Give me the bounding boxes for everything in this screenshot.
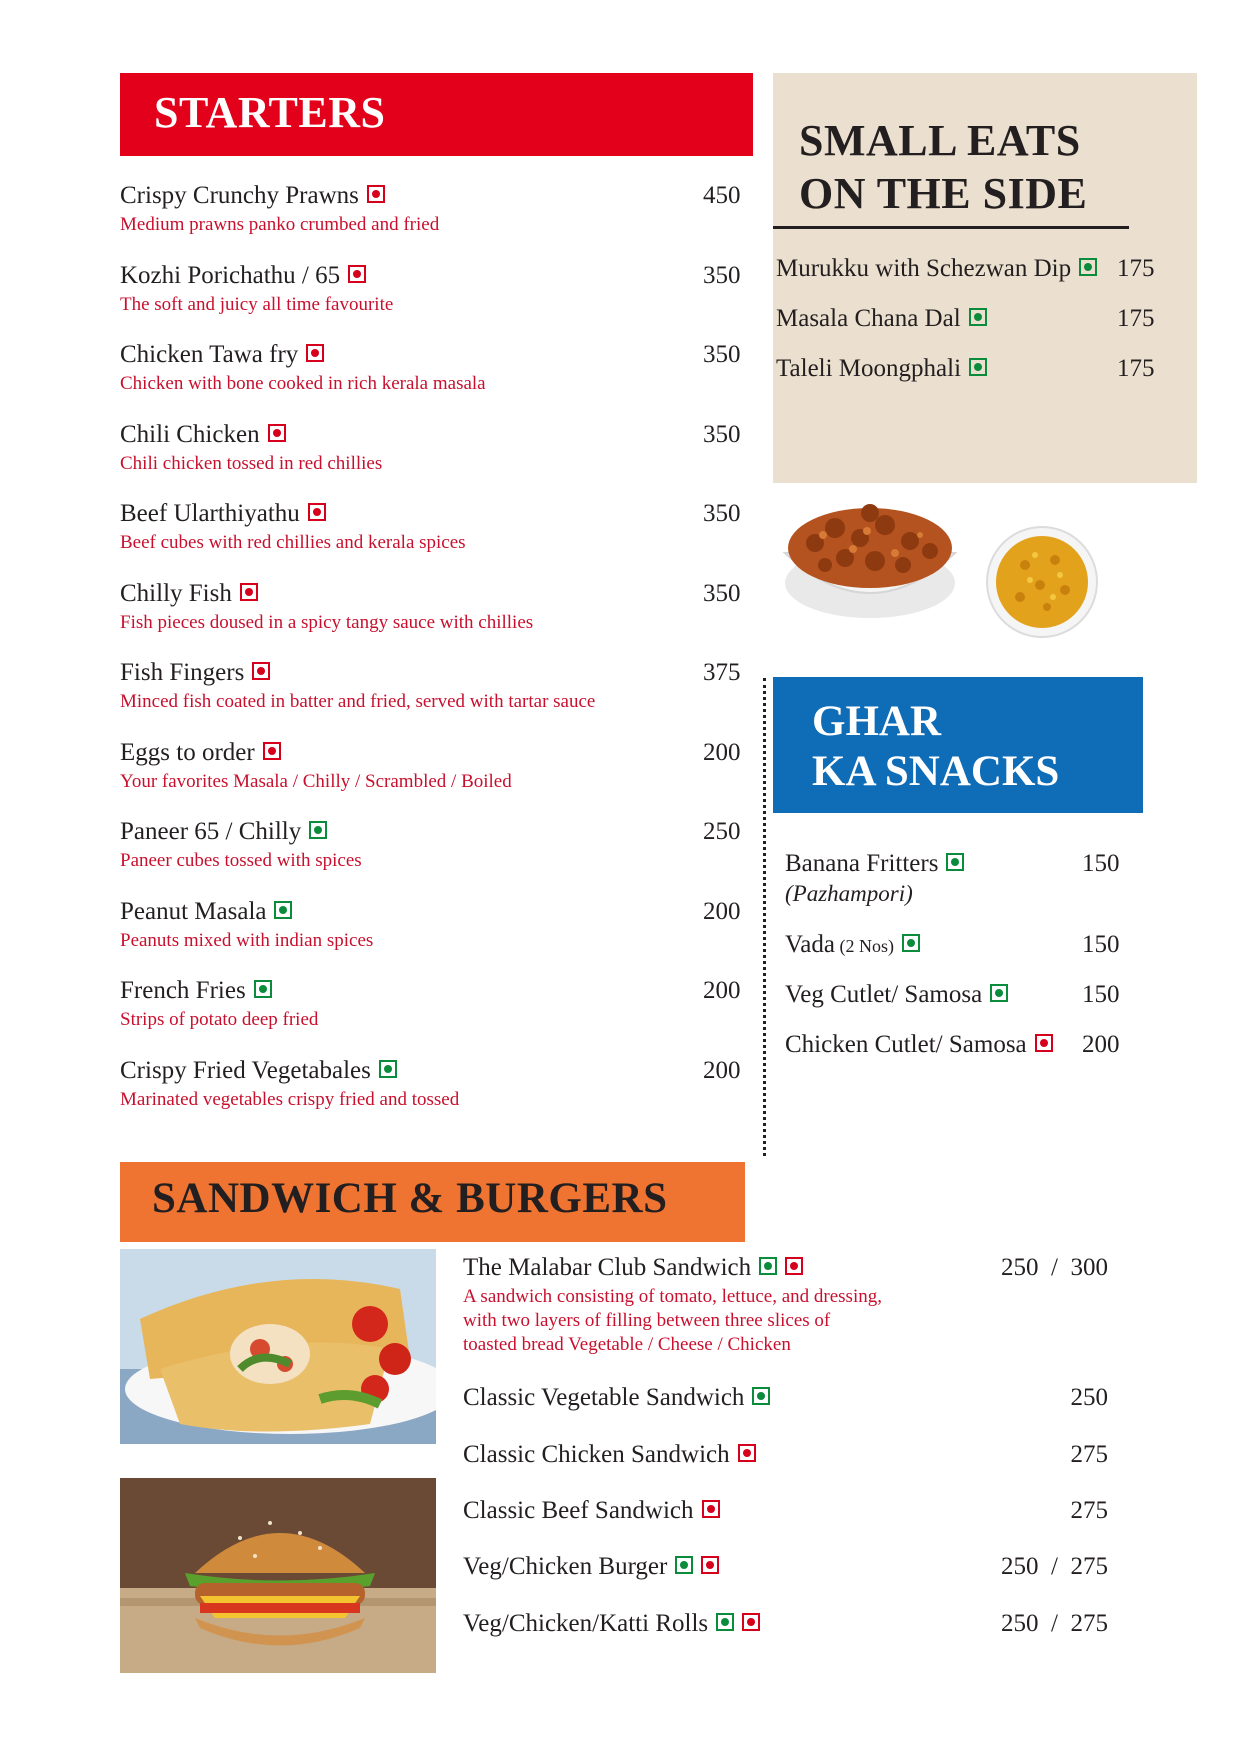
- ghar-item-label: Vada: [785, 931, 835, 958]
- starter-item-label: Kozhi Porichathu / 65: [120, 261, 341, 289]
- sandwich-item-price: 275: [1070, 1441, 1108, 1468]
- ghar-title-line2: KA SNACKS: [812, 748, 1060, 795]
- chana-dal-bowl-image: [985, 525, 1100, 640]
- starter-item-price: 375: [703, 659, 741, 686]
- starter-item-description: The soft and juicy all time favourite: [120, 293, 394, 315]
- sandwich-item-name: [463, 1553, 719, 1581]
- non-veg-mark-icon: [701, 1556, 719, 1574]
- starter-item-label: Chilly Fish: [120, 579, 232, 607]
- non-veg-mark-icon: [738, 1444, 756, 1462]
- starter-item-name: [120, 898, 292, 926]
- sandwich-item-description: A sandwich consisting of tomato, lettuce, and dressing,: [463, 1286, 882, 1307]
- ghar-item-name: [785, 850, 964, 878]
- non-veg-mark-icon: [785, 1257, 803, 1275]
- starter-item-price: 450: [703, 182, 741, 209]
- small-eats-item-label: Taleli Moongphali: [776, 355, 962, 382]
- ghar-title-line1: GHAR: [812, 698, 941, 745]
- sandwich-item-label: Classic Chicken Sandwich: [463, 1441, 730, 1468]
- starter-item-name: [120, 739, 281, 767]
- veg-mark-icon: [752, 1387, 770, 1405]
- starter-item-price: 350: [703, 420, 741, 448]
- column-divider: [763, 678, 766, 1156]
- starter-item-name: [120, 659, 270, 687]
- veg-mark-icon: [990, 984, 1008, 1002]
- starter-item-name: [120, 182, 385, 210]
- veg-mark-icon: [759, 1257, 777, 1275]
- small-eats-title-line2: ON THE SIDE: [799, 169, 1088, 218]
- sandwich-item-name: [463, 1497, 720, 1525]
- veg-mark-icon: [969, 358, 987, 376]
- veg-mark-icon: [254, 980, 272, 998]
- starter-item-label: Paneer 65 / Chilly: [120, 818, 302, 845]
- ghar-item-label: Banana Fritters: [785, 850, 939, 877]
- small-eats-item-label: Masala Chana Dal: [776, 305, 961, 332]
- starter-item-price: 200: [703, 897, 741, 925]
- masala-peanut-bowl-image: [775, 483, 965, 623]
- starter-item-price: 200: [703, 738, 741, 766]
- sandwich-item-label: Classic Vegetable Sandwich: [463, 1384, 745, 1411]
- non-veg-mark-icon: [263, 742, 281, 760]
- non-veg-mark-icon: [367, 185, 385, 203]
- veg-mark-icon: [1079, 258, 1097, 276]
- starter-item-name: [120, 977, 272, 1005]
- starter-item-name: [120, 262, 366, 290]
- starter-item-description: Chicken with bone cooked in rich kerala masala: [120, 373, 486, 394]
- small-eats-item-name: [776, 255, 1097, 283]
- starter-item-label: Chili Chicken: [120, 420, 260, 448]
- starter-item-description: Minced fish coated in batter and fried, served with tartar sauce: [120, 691, 596, 712]
- starter-item-label: Beef Ularthiyathu: [120, 500, 300, 527]
- small-eats-title-line1: SMALL EATS: [799, 116, 1081, 165]
- ghar-item-name: [785, 931, 920, 959]
- sandwich-item-name: [463, 1384, 770, 1412]
- non-veg-mark-icon: [240, 583, 258, 601]
- starter-item-name: [120, 341, 324, 369]
- starter-item-label: Fish Fingers: [120, 659, 245, 686]
- veg-mark-icon: [675, 1556, 693, 1574]
- starter-item-name: [120, 421, 286, 449]
- starter-item-price: 350: [703, 579, 741, 607]
- sandwich-item-label: Veg/Chicken Burger: [463, 1553, 668, 1580]
- ghar-item-label: Veg Cutlet/ Samosa: [785, 981, 983, 1008]
- burger-image: [120, 1478, 436, 1673]
- starter-item-label: Peanut Masala: [120, 897, 267, 925]
- sandwich-item-label: Veg/Chicken/Katti Rolls: [463, 1610, 709, 1637]
- starter-item-price: 350: [703, 341, 741, 368]
- ghar-item-name: [785, 981, 1008, 1009]
- non-veg-mark-icon: [268, 424, 286, 442]
- sandwich-item-label: The Malabar Club Sandwich: [463, 1254, 752, 1281]
- starter-item-price: 200: [703, 1056, 741, 1084]
- veg-mark-icon: [716, 1613, 734, 1631]
- ghar-item-price: 150: [1082, 931, 1120, 958]
- ghar-item-note: (2 Nos): [834, 936, 894, 956]
- small-eats-item-name: [776, 355, 987, 383]
- small-eats-item-price: 175: [1117, 355, 1155, 382]
- starter-item-name: [120, 500, 326, 528]
- starter-item-name: [120, 818, 327, 846]
- ghar-item-label: Chicken Cutlet/ Samosa: [785, 1031, 1027, 1058]
- starter-item-price: 350: [703, 500, 741, 527]
- sandwich-header: [120, 1162, 745, 1242]
- starter-item-label: Crispy Crunchy Prawns: [120, 182, 359, 209]
- small-eats-item-name: [776, 305, 987, 333]
- starter-item-name: [120, 580, 258, 608]
- starter-item-description: Peanuts mixed with indian spices: [120, 929, 374, 951]
- ghar-item-price: 150: [1082, 850, 1120, 877]
- starter-item-description: Your favorites Masala / Chilly / Scrambled / Boiled: [120, 770, 512, 792]
- starter-item-description: Medium prawns panko crumbed and fried: [120, 214, 440, 235]
- starter-item-label: Eggs to order: [120, 738, 255, 766]
- non-veg-mark-icon: [308, 503, 326, 521]
- veg-mark-icon: [274, 901, 292, 919]
- starter-item-description: Paneer cubes tossed with spices: [120, 850, 362, 871]
- non-veg-mark-icon: [702, 1500, 720, 1518]
- non-veg-mark-icon: [252, 662, 270, 680]
- sandwich-title: SANDWICH & BURGERS: [152, 1175, 668, 1222]
- starter-item-description: Marinated vegetables crispy fried and tossed: [120, 1088, 460, 1110]
- sandwich-item-description: toasted bread Vegetable / Cheese / Chicken: [463, 1334, 791, 1355]
- veg-mark-icon: [379, 1060, 397, 1078]
- small-eats-item-price: 175: [1117, 255, 1155, 282]
- small-eats-item-price: 175: [1117, 305, 1155, 332]
- non-veg-mark-icon: [742, 1613, 760, 1631]
- veg-mark-icon: [309, 821, 327, 839]
- sandwich-item-name: [463, 1254, 803, 1282]
- starter-item-name: [120, 1057, 397, 1085]
- starter-item-description: Strips of potato deep fried: [120, 1009, 319, 1030]
- sandwich-item-price: 250 / 275: [1001, 1610, 1108, 1637]
- small-eats-item-label: Murukku with Schezwan Dip: [776, 255, 1072, 282]
- ghar-item-name: [785, 1031, 1053, 1059]
- sandwich-item-price: 250: [1070, 1384, 1108, 1411]
- sandwich-item-label: Classic Beef Sandwich: [463, 1497, 694, 1524]
- non-veg-mark-icon: [306, 344, 324, 362]
- sandwich-item-name: [463, 1610, 760, 1638]
- starter-item-description: Chili chicken tossed in red chillies: [120, 452, 383, 474]
- small-eats-underline: [773, 226, 1129, 229]
- veg-mark-icon: [969, 308, 987, 326]
- veg-mark-icon: [902, 934, 920, 952]
- sandwich-item-price: 275: [1070, 1497, 1108, 1524]
- starter-item-description: Beef cubes with red chillies and kerala spices: [120, 532, 466, 553]
- sandwich-item-name: [463, 1441, 756, 1469]
- sandwich-item-description: with two layers of filling between three slices of: [463, 1310, 831, 1331]
- sandwich-item-price: 250 / 275: [1001, 1553, 1108, 1580]
- starters-title: STARTERS: [154, 88, 386, 137]
- non-veg-mark-icon: [1035, 1034, 1053, 1052]
- starter-item-label: French Fries: [120, 977, 246, 1004]
- wrap-rolls-image: [120, 1249, 436, 1444]
- starter-item-price: 350: [703, 261, 741, 289]
- starters-header: [120, 73, 753, 156]
- veg-mark-icon: [946, 853, 964, 871]
- non-veg-mark-icon: [348, 265, 366, 283]
- starter-item-label: Crispy Fried Vegetabales: [120, 1056, 371, 1084]
- starter-item-price: 250: [703, 818, 741, 845]
- ghar-item-price: 150: [1082, 981, 1120, 1008]
- sandwich-item-price: 250 / 300: [1001, 1254, 1108, 1281]
- starter-item-label: Chicken Tawa fry: [120, 341, 299, 368]
- ghar-item-price: 200: [1082, 1031, 1120, 1058]
- starter-item-description: Fish pieces doused in a spicy tangy sauce with chillies: [120, 611, 534, 633]
- ghar-item-subname: (Pazhampori): [785, 881, 913, 906]
- ghar-header: [773, 677, 1143, 813]
- starter-item-price: 200: [703, 977, 741, 1004]
